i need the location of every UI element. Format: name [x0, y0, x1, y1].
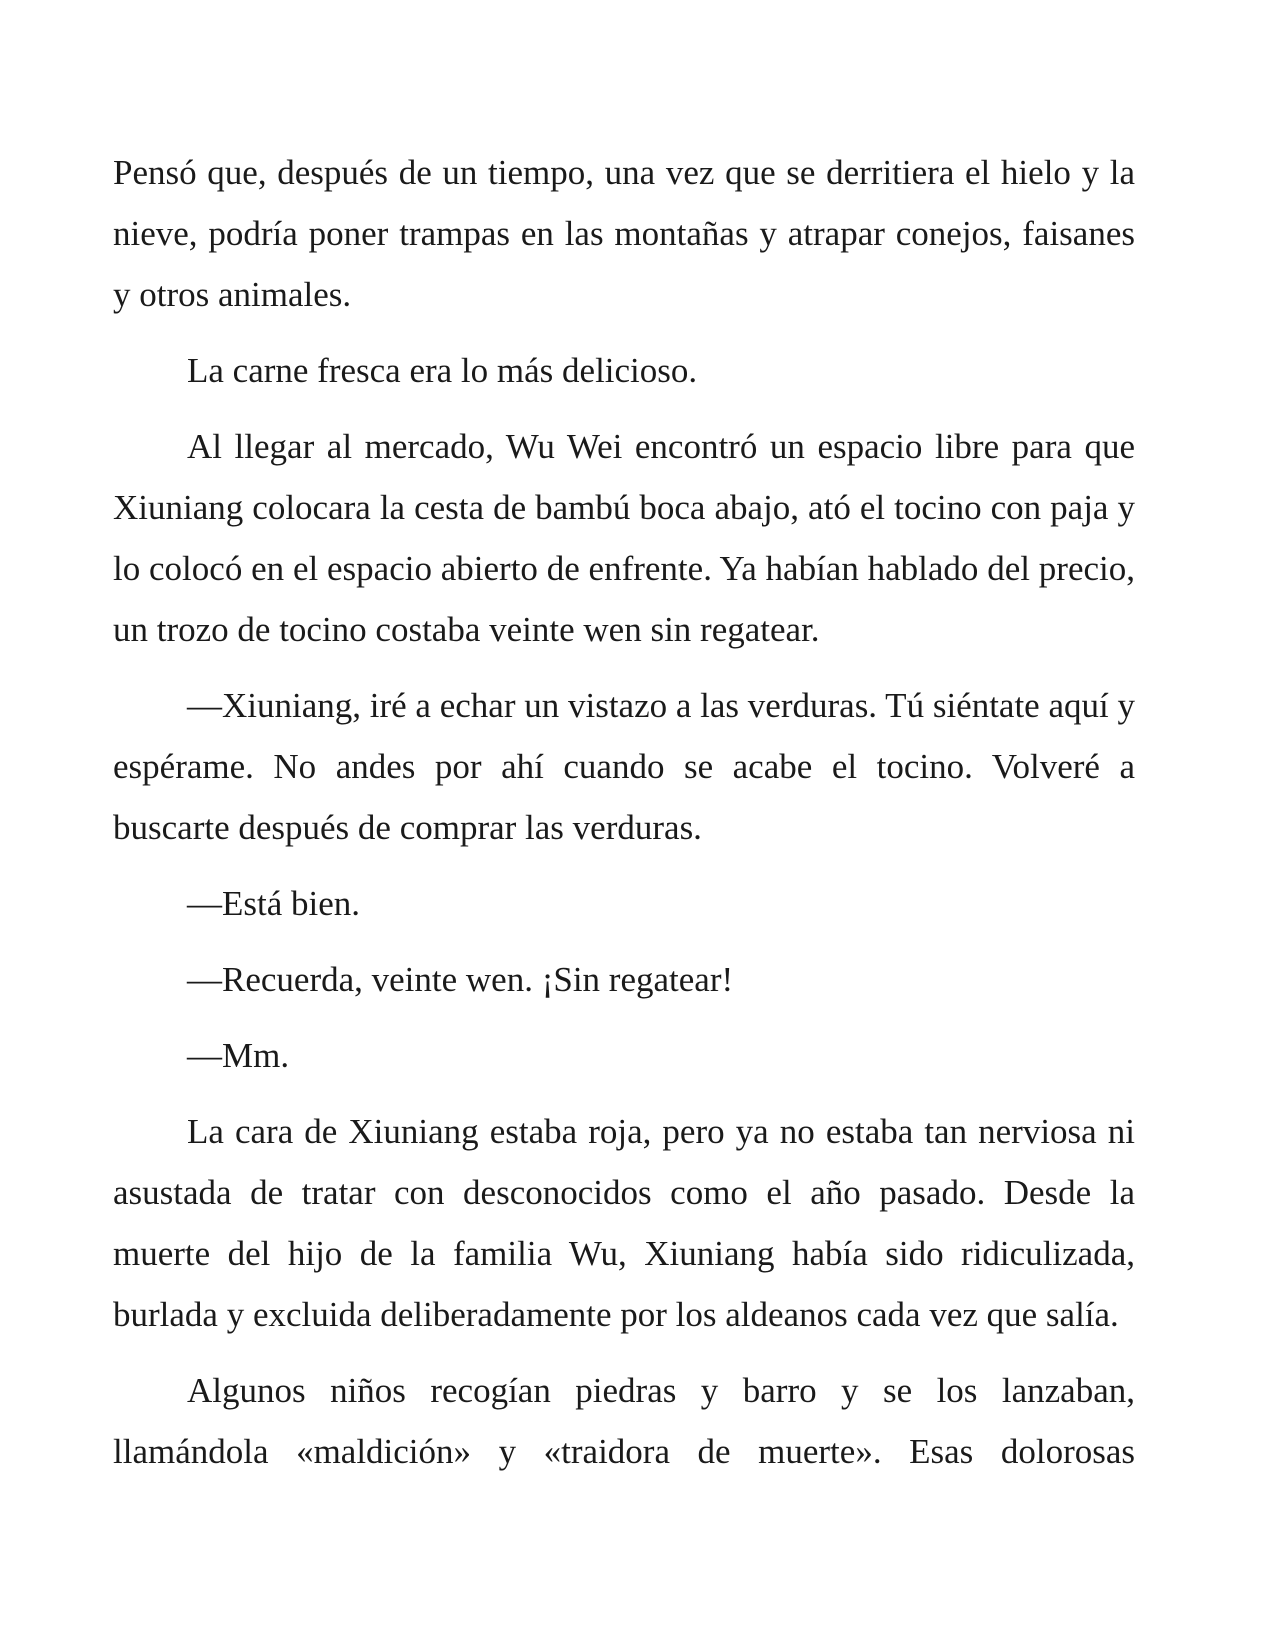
- body-text: [113, 142, 1135, 1482]
- paragraph-5: —Está bien.: [187, 884, 361, 923]
- paragraph-1: Pensó que, después de un tiempo, una vez que se derritiera el hielo y la nieve, podría poner trampas en las montañas y atrapar conejos, faisanes y otros animales.: [113, 153, 1135, 314]
- paragraph-6: —Recuerda, veinte wen. ¡Sin regatear!: [187, 960, 734, 999]
- paragraph-9: Algunos niños recogían piedras y barro y se los lanzaban, llamándola «maldición» y «traidora de muerte». Esas dolorosas: [113, 1371, 1135, 1471]
- paragraph-3: Al llegar al mercado, Wu Wei encontró un espacio libre para que Xiuniang colocara la cesta de bambú boca abajo, ató el tocino con paja y lo colocó en el espacio abierto de enfrente. Ya habían hablado del precio, un trozo de tocino costaba veinte wen sin regatear.: [113, 427, 1135, 649]
- paragraph-4: —Xiuniang, iré a echar un vistazo a las verduras. Tú siéntate aquí y espérame. No andes por ahí cuando se acabe el tocino. Volveré a buscarte después de comprar las verduras.: [113, 686, 1135, 847]
- paragraph-2: La carne fresca era lo más delicioso.: [187, 351, 698, 390]
- paragraph-7: —Mm.: [187, 1036, 290, 1075]
- paragraph-8: La cara de Xiuniang estaba roja, pero ya no estaba tan nerviosa ni asustada de tratar con desconocidos como el año pasado. Desde la muerte del hijo de la familia Wu, Xiuniang había sido ridiculizada, burlada y excluida deliberadamente por los aldeanos cada vez que salía.: [113, 1112, 1135, 1334]
